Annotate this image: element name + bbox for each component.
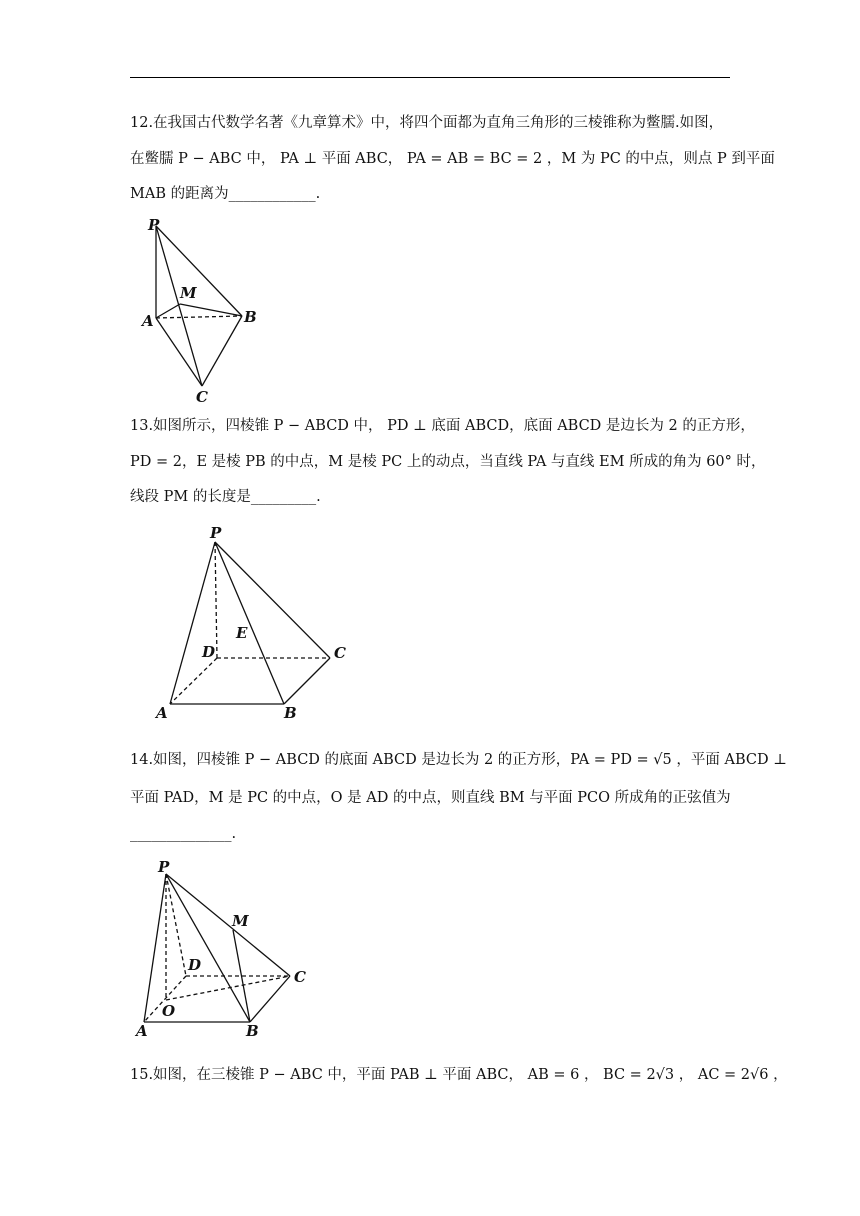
label-c: C (196, 388, 208, 406)
edge-pa (170, 542, 215, 704)
label-b: B (284, 704, 297, 722)
label-c: C (294, 968, 306, 986)
label-p: P (148, 216, 160, 234)
label-b: B (246, 1022, 259, 1040)
problem-13-line-2: PD = 2，E 是棱 PB 的中点，M 是棱 PC 上的动点，当直线 PA 与直线 EM 所成的角为 60° 时， (130, 454, 766, 470)
header-rule (130, 77, 730, 78)
edge-pa (144, 874, 166, 1022)
edge-ab (156, 316, 242, 318)
label-m: M (232, 912, 249, 930)
edge-pb (215, 542, 284, 704)
edge-bc (202, 316, 242, 386)
label-m: M (180, 284, 197, 302)
label-d: D (188, 956, 202, 974)
edge-ac (156, 318, 202, 386)
edge-am (156, 304, 180, 318)
label-e: E (236, 624, 248, 642)
label-p: P (158, 858, 170, 876)
edge-bc (284, 658, 330, 704)
problem-13-line-3: 线段 PM 的长度是_________. (130, 489, 321, 505)
label-a: A (156, 704, 168, 722)
edge-pd (166, 874, 186, 976)
label-b: B (244, 308, 257, 326)
problem-14-line-1: 14.如图，四棱锥 P − ABCD 的底面 ABCD 是边长为 2 的正方形，PA = PD = √5 ，平面 ABCD ⊥ (130, 752, 787, 768)
problem-12-line-2: 在鳖臑 P − ABC 中， PA ⊥ 平面 ABC， PA = AB = BC = 2 ，M 为 PC 的中点，则点 P 到平面 (130, 151, 775, 167)
label-a: A (142, 312, 154, 330)
figure-12-tetrahedron (138, 212, 268, 407)
edge-pd (215, 542, 217, 658)
problem-14-line-3: ______________. (130, 826, 237, 842)
edge-pc (215, 542, 330, 658)
edge-pb (166, 874, 250, 1022)
figure-13-pyramid (150, 522, 360, 722)
figure-14-pyramid (130, 852, 320, 1042)
label-p: P (210, 524, 222, 542)
label-a: A (136, 1022, 148, 1040)
edge-pc (166, 874, 290, 976)
problem-15-line-1: 15.如图，在三棱锥 P − ABC 中，平面 PAB ⊥ 平面 ABC， AB = 6 ， BC = 2√3 ， AC = 2√6 ， (130, 1067, 788, 1083)
problem-14-line-2: 平面 PAD，M 是 PC 的中点，O 是 AD 的中点，则直线 BM 与平面 PCO 所成角的正弦值为 (130, 790, 731, 806)
label-c: C (334, 644, 346, 662)
label-o: O (162, 1002, 176, 1020)
problem-12-line-3: MAB 的距离为____________. (130, 186, 321, 202)
label-d: D (202, 643, 216, 661)
problem-12-line-1: 12.在我国古代数学名著《九章算术》中，将四个面都为直角三角形的三棱锥称为鳖臑.如图， (130, 115, 724, 131)
problem-13-line-1: 13.如图所示，四棱锥 P − ABCD 中， PD ⊥ 底面 ABCD，底面 ABCD 是边长为 2 的正方形， (130, 418, 755, 434)
